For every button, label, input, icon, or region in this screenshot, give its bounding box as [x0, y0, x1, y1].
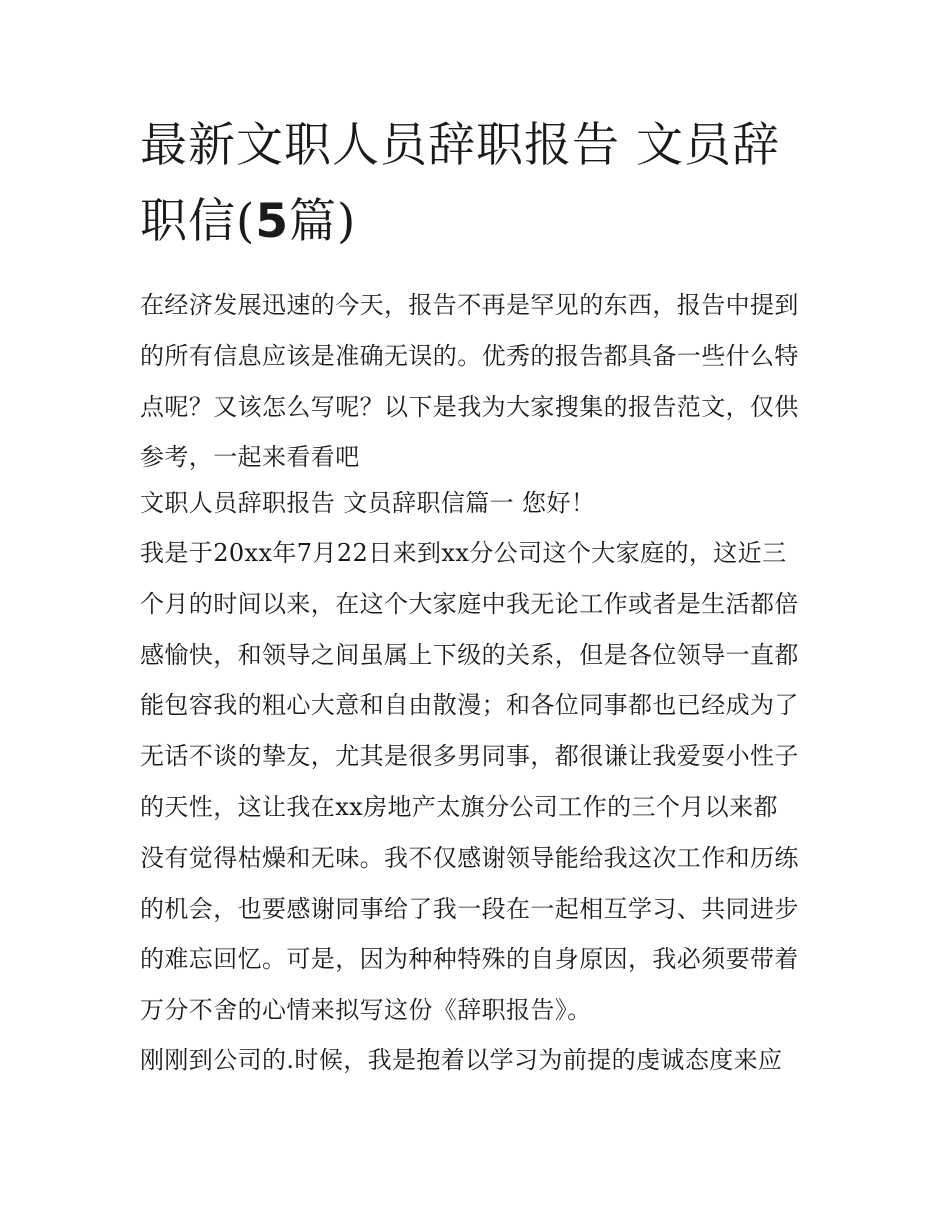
paragraph-line: 刚刚到公司的.时候，我是抱着以学习为前提的虔诚态度来应: [140, 1046, 783, 1074]
paragraph-line: 参考，一起来看看吧: [140, 443, 360, 472]
paragraph-line: 个月的时间以来，在这个大家庭中我无论工作或者是生活都倍: [140, 589, 799, 618]
section-heading-paragraph: [140, 478, 812, 529]
title-line-2: [140, 184, 820, 260]
paragraph-line: 没有觉得枯燥和无味。我不仅感谢领导能给我这次工作和历练: [140, 843, 799, 872]
paragraph-line: 的天性，这让我在xx房地产太旗分公司工作的三个月以来都: [140, 792, 778, 821]
title-line-1: 最新文职人员辞职报告 文员辞: [140, 118, 780, 173]
paragraph-line: 无话不谈的挚友，尤其是很多男同事，都很谦让我爱耍小性子: [140, 742, 799, 771]
paragraph-line: 在经济发展迅速的今天，报告不再是罕见的东西，报告中提到: [140, 291, 799, 319]
title-line-2-suffix: 篇): [289, 194, 357, 249]
body-paragraph: [140, 528, 812, 1036]
intro-paragraph: [140, 280, 812, 483]
paragraph-line: 点呢？又该怎么写呢？以下是我为大家搜集的报告范文，仅供: [140, 392, 799, 421]
paragraph-line: 能包容我的粗心大意和自由散漫；和各位同事都也已经成为了: [140, 691, 799, 720]
paragraph-line: 文职人员辞职报告 文员辞职信篇一 您好！: [140, 489, 596, 517]
paragraph-line: 万分不舍的心情来拟写这份《辞职报告》。: [140, 996, 592, 1025]
closing-paragraph: [140, 1035, 812, 1086]
paragraph-line: 的所有信息应该是准确无误的。优秀的报告都具备一些什么特: [140, 341, 799, 370]
paragraph-line: 我是于20xx年7月22日来到xx分公司这个大家庭的，这近三: [140, 539, 787, 567]
document-title: [140, 108, 820, 260]
paragraph-line: 感愉快，和领导之间虽属上下级的关系，但是各位领导一直都: [140, 640, 799, 669]
title-article-count: 5: [255, 194, 290, 249]
title-line-2-prefix: 职信(: [140, 194, 256, 249]
paragraph-line: 的机会，也要感谢同事给了我一段在一起相互学习、共同进步: [140, 894, 799, 923]
paragraph-line: 的难忘回忆。可是，因为种种特殊的自身原因，我必须要带着: [140, 945, 799, 974]
